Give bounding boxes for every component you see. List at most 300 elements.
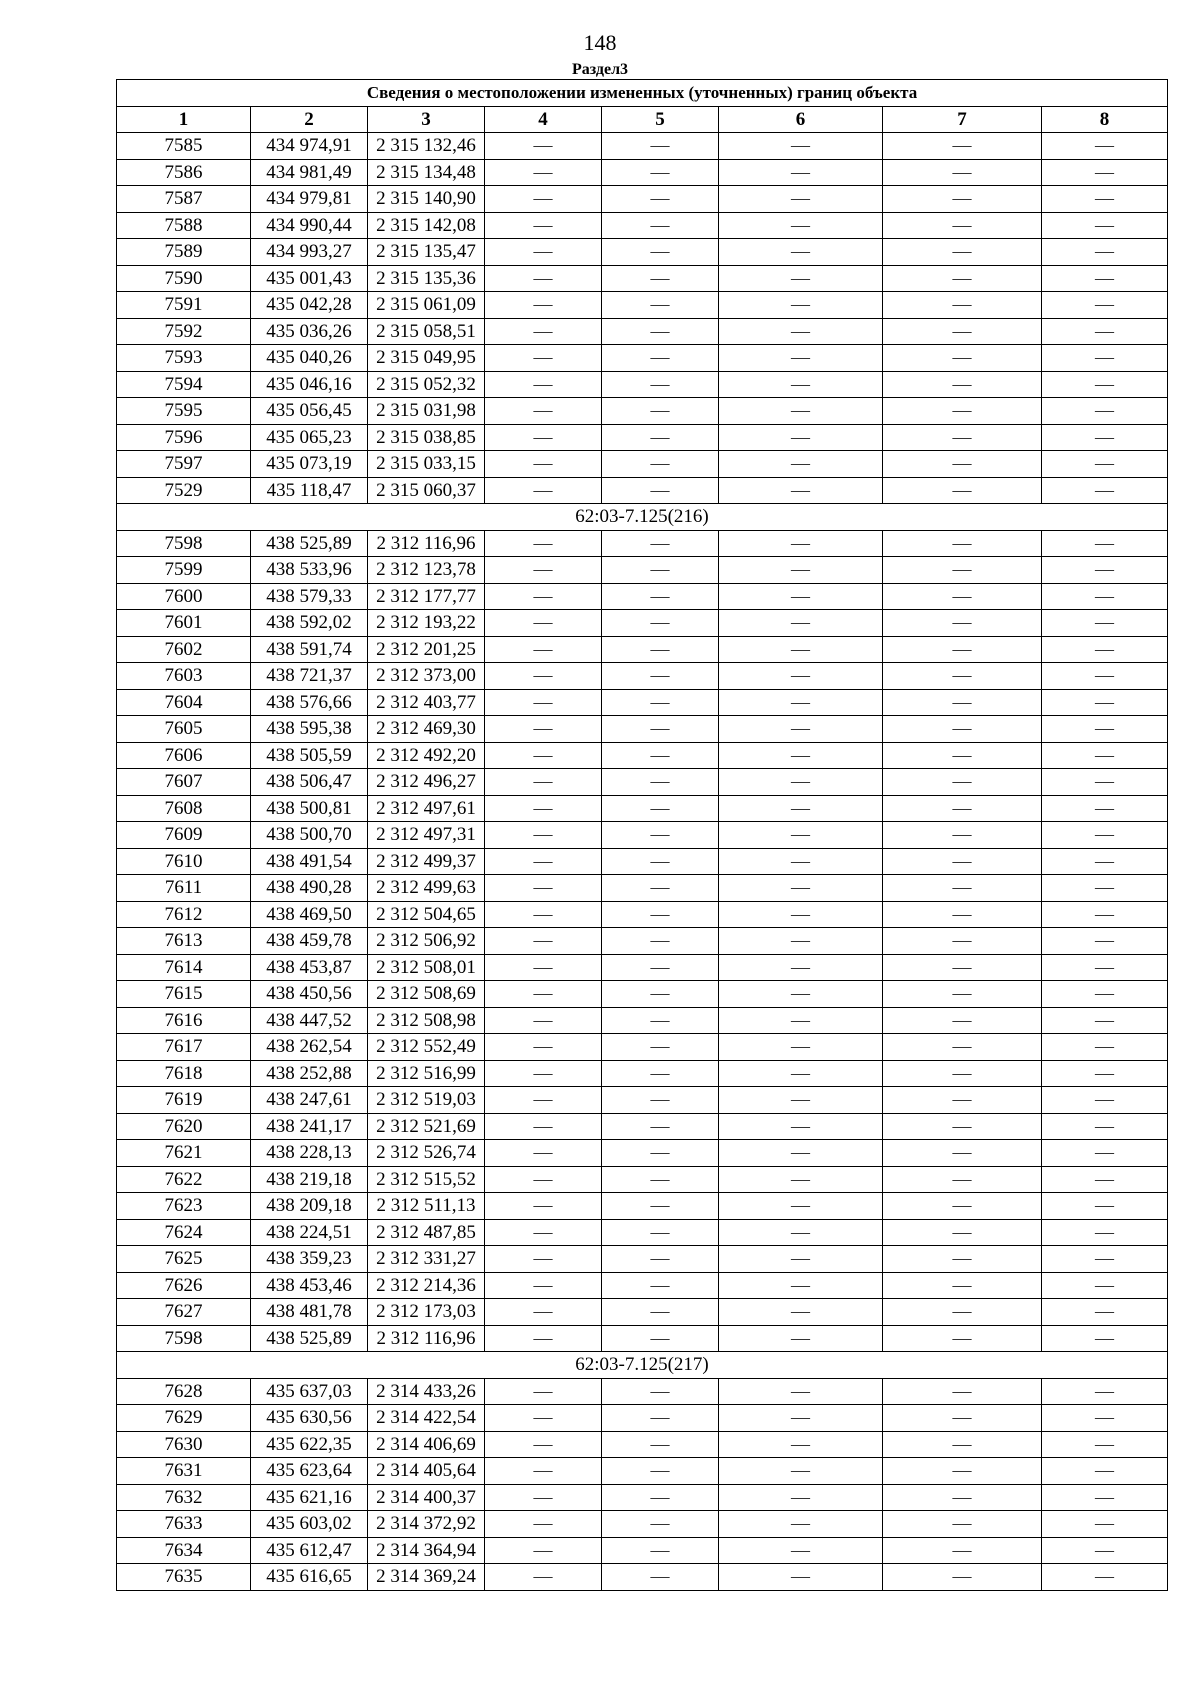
x-coordinate-cell: 435 616,65 — [251, 1564, 368, 1591]
y-coordinate-cell: 2 314 433,26 — [368, 1378, 485, 1405]
dash-cell: — — [602, 1060, 719, 1087]
dash-cell: — — [719, 610, 883, 637]
dash-cell: — — [485, 954, 602, 981]
dash-cell: — — [1042, 1007, 1168, 1034]
dash-cell: — — [719, 954, 883, 981]
dash-cell: — — [602, 583, 719, 610]
dash-cell: — — [883, 716, 1042, 743]
table-row — [117, 1007, 1168, 1034]
dash-cell: — — [485, 530, 602, 557]
dash-cell: — — [602, 451, 719, 478]
dash-cell: — — [1042, 424, 1168, 451]
table-row — [117, 159, 1168, 186]
dash-cell: — — [883, 186, 1042, 213]
dash-cell: — — [719, 822, 883, 849]
point-number-cell: 7621 — [117, 1140, 251, 1167]
group-row — [117, 1352, 1168, 1379]
x-coordinate-cell: 435 040,26 — [251, 345, 368, 372]
dash-cell: — — [1042, 398, 1168, 425]
dash-cell: — — [602, 1272, 719, 1299]
y-coordinate-cell: 2 312 173,03 — [368, 1299, 485, 1326]
dash-cell: — — [719, 239, 883, 266]
table-row — [117, 371, 1168, 398]
dash-cell: — — [719, 1537, 883, 1564]
point-number-cell: 7623 — [117, 1193, 251, 1220]
dash-cell: — — [602, 1564, 719, 1591]
dash-cell: — — [1042, 1511, 1168, 1538]
table-row — [117, 1511, 1168, 1538]
dash-cell: — — [719, 795, 883, 822]
dash-cell: — — [485, 1458, 602, 1485]
dash-cell: — — [883, 1325, 1042, 1352]
dash-cell: — — [1042, 451, 1168, 478]
x-coordinate-cell: 434 993,27 — [251, 239, 368, 266]
y-coordinate-cell: 2 314 405,64 — [368, 1458, 485, 1485]
group-label: 62:03-7.125(216) — [117, 504, 1168, 531]
dash-cell: — — [719, 1166, 883, 1193]
dash-cell: — — [719, 742, 883, 769]
table-body — [117, 133, 1168, 1591]
y-coordinate-cell: 2 312 487,85 — [368, 1219, 485, 1246]
dash-cell: — — [602, 1484, 719, 1511]
dash-cell: — — [883, 1511, 1042, 1538]
dash-cell: — — [602, 981, 719, 1008]
dash-cell: — — [602, 901, 719, 928]
x-coordinate-cell: 435 046,16 — [251, 371, 368, 398]
dash-cell: — — [883, 1193, 1042, 1220]
x-coordinate-cell: 438 491,54 — [251, 848, 368, 875]
y-coordinate-cell: 2 314 369,24 — [368, 1564, 485, 1591]
x-coordinate-cell: 438 228,13 — [251, 1140, 368, 1167]
x-coordinate-cell: 435 036,26 — [251, 318, 368, 345]
dash-cell: — — [883, 371, 1042, 398]
table-row — [117, 1034, 1168, 1061]
dash-cell: — — [1042, 610, 1168, 637]
dash-cell: — — [1042, 636, 1168, 663]
table-caption: Сведения о местоположении измененных (уточненных) границ объекта — [117, 80, 1168, 107]
point-number-cell: 7595 — [117, 398, 251, 425]
dash-cell: — — [719, 530, 883, 557]
dash-cell: — — [719, 557, 883, 584]
dash-cell: — — [1042, 1193, 1168, 1220]
dash-cell: — — [719, 345, 883, 372]
point-number-cell: 7624 — [117, 1219, 251, 1246]
point-number-cell: 7585 — [117, 133, 251, 160]
dash-cell: — — [485, 1219, 602, 1246]
dash-cell: — — [485, 1378, 602, 1405]
x-coordinate-cell: 438 500,81 — [251, 795, 368, 822]
x-coordinate-cell: 438 209,18 — [251, 1193, 368, 1220]
x-coordinate-cell: 438 592,02 — [251, 610, 368, 637]
dash-cell: — — [1042, 265, 1168, 292]
dash-cell: — — [719, 424, 883, 451]
dash-cell: — — [1042, 769, 1168, 796]
table-row — [117, 1140, 1168, 1167]
y-coordinate-cell: 2 312 116,96 — [368, 1325, 485, 1352]
dash-cell: — — [485, 424, 602, 451]
table-row — [117, 265, 1168, 292]
table-row — [117, 1272, 1168, 1299]
dash-cell: — — [1042, 981, 1168, 1008]
dash-cell: — — [485, 848, 602, 875]
table-row — [117, 318, 1168, 345]
group-label: 62:03-7.125(217) — [117, 1352, 1168, 1379]
x-coordinate-cell: 438 224,51 — [251, 1219, 368, 1246]
dash-cell: — — [883, 689, 1042, 716]
y-coordinate-cell: 2 312 499,63 — [368, 875, 485, 902]
point-number-cell: 7611 — [117, 875, 251, 902]
dash-cell: — — [1042, 1299, 1168, 1326]
dash-cell: — — [602, 610, 719, 637]
dash-cell: — — [1042, 1325, 1168, 1352]
dash-cell: — — [719, 583, 883, 610]
dash-cell: — — [602, 557, 719, 584]
point-number-cell: 7587 — [117, 186, 251, 213]
x-coordinate-cell: 435 622,35 — [251, 1431, 368, 1458]
point-number-cell: 7607 — [117, 769, 251, 796]
dash-cell: — — [485, 212, 602, 239]
dash-cell: — — [485, 928, 602, 955]
y-coordinate-cell: 2 312 511,13 — [368, 1193, 485, 1220]
point-number-cell: 7627 — [117, 1299, 251, 1326]
dash-cell: — — [1042, 583, 1168, 610]
x-coordinate-cell: 438 459,78 — [251, 928, 368, 955]
table-row — [117, 1564, 1168, 1591]
y-coordinate-cell: 2 312 177,77 — [368, 583, 485, 610]
table-row — [117, 954, 1168, 981]
dash-cell: — — [602, 159, 719, 186]
x-coordinate-cell: 435 065,23 — [251, 424, 368, 451]
dash-cell: — — [1042, 663, 1168, 690]
dash-cell: — — [485, 1166, 602, 1193]
dash-cell: — — [883, 318, 1042, 345]
dash-cell: — — [602, 1034, 719, 1061]
table-row — [117, 742, 1168, 769]
dash-cell: — — [602, 1193, 719, 1220]
dash-cell: — — [1042, 1060, 1168, 1087]
table-row — [117, 716, 1168, 743]
point-number-cell: 7600 — [117, 583, 251, 610]
point-number-cell: 7609 — [117, 822, 251, 849]
dash-cell: — — [485, 186, 602, 213]
dash-cell: — — [883, 742, 1042, 769]
dash-cell: — — [602, 292, 719, 319]
dash-cell: — — [602, 875, 719, 902]
dash-cell: — — [602, 848, 719, 875]
dash-cell: — — [719, 212, 883, 239]
table-row — [117, 345, 1168, 372]
dash-cell: — — [883, 1060, 1042, 1087]
point-number-cell: 7597 — [117, 451, 251, 478]
dash-cell: — — [719, 1272, 883, 1299]
column-header: 8 — [1042, 106, 1168, 133]
dash-cell: — — [485, 1193, 602, 1220]
dash-cell: — — [602, 424, 719, 451]
point-number-cell: 7618 — [117, 1060, 251, 1087]
table-row — [117, 1166, 1168, 1193]
dash-cell: — — [485, 1564, 602, 1591]
dash-cell: — — [719, 1458, 883, 1485]
x-coordinate-cell: 438 591,74 — [251, 636, 368, 663]
x-coordinate-cell: 438 481,78 — [251, 1299, 368, 1326]
y-coordinate-cell: 2 312 331,27 — [368, 1246, 485, 1273]
dash-cell: — — [883, 265, 1042, 292]
dash-cell: — — [1042, 1166, 1168, 1193]
point-number-cell: 7634 — [117, 1537, 251, 1564]
x-coordinate-cell: 438 576,66 — [251, 689, 368, 716]
y-coordinate-cell: 2 312 504,65 — [368, 901, 485, 928]
point-number-cell: 7598 — [117, 1325, 251, 1352]
dash-cell: — — [1042, 371, 1168, 398]
dash-cell: — — [485, 1060, 602, 1087]
y-coordinate-cell: 2 315 049,95 — [368, 345, 485, 372]
x-coordinate-cell: 438 579,33 — [251, 583, 368, 610]
dash-cell: — — [602, 1511, 719, 1538]
dash-cell: — — [485, 1537, 602, 1564]
dash-cell: — — [485, 583, 602, 610]
table-row — [117, 239, 1168, 266]
dash-cell: — — [1042, 928, 1168, 955]
point-number-cell: 7613 — [117, 928, 251, 955]
dash-cell: — — [602, 1166, 719, 1193]
dash-cell: — — [1042, 954, 1168, 981]
dash-cell: — — [602, 822, 719, 849]
dash-cell: — — [719, 636, 883, 663]
dash-cell: — — [1042, 1140, 1168, 1167]
dash-cell: — — [485, 477, 602, 504]
dash-cell: — — [485, 318, 602, 345]
y-coordinate-cell: 2 312 373,00 — [368, 663, 485, 690]
x-coordinate-cell: 434 974,91 — [251, 133, 368, 160]
dash-cell: — — [485, 1299, 602, 1326]
dash-cell: — — [883, 1087, 1042, 1114]
x-coordinate-cell: 435 621,16 — [251, 1484, 368, 1511]
y-coordinate-cell: 2 315 140,90 — [368, 186, 485, 213]
point-number-cell: 7610 — [117, 848, 251, 875]
y-coordinate-cell: 2 312 469,30 — [368, 716, 485, 743]
table-row — [117, 557, 1168, 584]
dash-cell: — — [1042, 875, 1168, 902]
x-coordinate-cell: 438 533,96 — [251, 557, 368, 584]
dash-cell: — — [883, 822, 1042, 849]
dash-cell: — — [602, 265, 719, 292]
table-row — [117, 1484, 1168, 1511]
point-number-cell: 7608 — [117, 795, 251, 822]
dash-cell: — — [602, 133, 719, 160]
dash-cell: — — [883, 345, 1042, 372]
dash-cell: — — [883, 1484, 1042, 1511]
table-row — [117, 1060, 1168, 1087]
x-coordinate-cell: 435 118,47 — [251, 477, 368, 504]
dash-cell: — — [485, 1140, 602, 1167]
x-coordinate-cell: 438 453,87 — [251, 954, 368, 981]
dash-cell: — — [719, 265, 883, 292]
dash-cell: — — [1042, 1564, 1168, 1591]
y-coordinate-cell: 2 312 403,77 — [368, 689, 485, 716]
dash-cell: — — [1042, 1458, 1168, 1485]
point-number-cell: 7619 — [117, 1087, 251, 1114]
x-coordinate-cell: 438 219,18 — [251, 1166, 368, 1193]
dash-cell: — — [485, 795, 602, 822]
point-number-cell: 7630 — [117, 1431, 251, 1458]
y-coordinate-cell: 2 314 364,94 — [368, 1537, 485, 1564]
dash-cell: — — [883, 1219, 1042, 1246]
x-coordinate-cell: 438 359,23 — [251, 1246, 368, 1273]
dash-cell: — — [883, 398, 1042, 425]
dash-cell: — — [485, 716, 602, 743]
column-header: 4 — [485, 106, 602, 133]
dash-cell: — — [485, 822, 602, 849]
dash-cell: — — [602, 928, 719, 955]
dash-cell: — — [485, 981, 602, 1008]
dash-cell: — — [602, 1537, 719, 1564]
point-number-cell: 7616 — [117, 1007, 251, 1034]
point-number-cell: 7588 — [117, 212, 251, 239]
dash-cell: — — [1042, 1378, 1168, 1405]
point-number-cell: 7606 — [117, 742, 251, 769]
dash-cell: — — [602, 212, 719, 239]
x-coordinate-cell: 438 525,89 — [251, 530, 368, 557]
dash-cell: — — [883, 1113, 1042, 1140]
y-coordinate-cell: 2 314 422,54 — [368, 1405, 485, 1432]
dash-cell: — — [883, 159, 1042, 186]
column-header: 5 — [602, 106, 719, 133]
dash-cell: — — [485, 1405, 602, 1432]
table-row — [117, 663, 1168, 690]
dash-cell: — — [1042, 901, 1168, 928]
table-row — [117, 133, 1168, 160]
dash-cell: — — [883, 1034, 1042, 1061]
dash-cell: — — [883, 1458, 1042, 1485]
y-coordinate-cell: 2 312 515,52 — [368, 1166, 485, 1193]
table-row — [117, 875, 1168, 902]
table-row — [117, 477, 1168, 504]
dash-cell: — — [1042, 1219, 1168, 1246]
point-number-cell: 7601 — [117, 610, 251, 637]
table-row — [117, 1458, 1168, 1485]
dash-cell: — — [883, 875, 1042, 902]
table-row — [117, 186, 1168, 213]
y-coordinate-cell: 2 315 061,09 — [368, 292, 485, 319]
dash-cell: — — [1042, 1405, 1168, 1432]
dash-cell: — — [1042, 1537, 1168, 1564]
dash-cell: — — [602, 689, 719, 716]
dash-cell: — — [719, 848, 883, 875]
dash-cell: — — [485, 1087, 602, 1114]
dash-cell: — — [719, 1193, 883, 1220]
dash-cell: — — [485, 1246, 602, 1273]
point-number-cell: 7620 — [117, 1113, 251, 1140]
dash-cell: — — [485, 769, 602, 796]
y-coordinate-cell: 2 315 033,15 — [368, 451, 485, 478]
x-coordinate-cell: 438 450,56 — [251, 981, 368, 1008]
dash-cell: — — [1042, 239, 1168, 266]
dash-cell: — — [883, 583, 1042, 610]
table-row — [117, 212, 1168, 239]
dash-cell: — — [719, 1325, 883, 1352]
y-coordinate-cell: 2 315 060,37 — [368, 477, 485, 504]
x-coordinate-cell: 438 252,88 — [251, 1060, 368, 1087]
dash-cell: — — [1042, 477, 1168, 504]
x-coordinate-cell: 435 637,03 — [251, 1378, 368, 1405]
dash-cell: — — [485, 345, 602, 372]
dash-cell: — — [719, 1113, 883, 1140]
dash-cell: — — [883, 981, 1042, 1008]
dash-cell: — — [1042, 345, 1168, 372]
y-coordinate-cell: 2 315 132,46 — [368, 133, 485, 160]
dash-cell: — — [602, 1140, 719, 1167]
dash-cell: — — [883, 1246, 1042, 1273]
point-number-cell: 7598 — [117, 530, 251, 557]
page-number: 148 — [583, 30, 617, 55]
x-coordinate-cell: 438 447,52 — [251, 1007, 368, 1034]
dash-cell: — — [883, 848, 1042, 875]
y-coordinate-cell: 2 315 134,48 — [368, 159, 485, 186]
dash-cell: — — [719, 1564, 883, 1591]
dash-cell: — — [883, 451, 1042, 478]
table-row — [117, 1246, 1168, 1273]
x-coordinate-cell: 435 603,02 — [251, 1511, 368, 1538]
y-coordinate-cell: 2 314 400,37 — [368, 1484, 485, 1511]
dash-cell: — — [1042, 530, 1168, 557]
dash-cell: — — [485, 1272, 602, 1299]
dash-cell: — — [485, 239, 602, 266]
dash-cell: — — [1042, 159, 1168, 186]
dash-cell: — — [1042, 557, 1168, 584]
dash-cell: — — [883, 795, 1042, 822]
dash-cell: — — [883, 530, 1042, 557]
dash-cell: — — [719, 159, 883, 186]
dash-cell: — — [883, 901, 1042, 928]
y-coordinate-cell: 2 312 508,01 — [368, 954, 485, 981]
dash-cell: — — [883, 1405, 1042, 1432]
dash-cell: — — [602, 636, 719, 663]
dash-cell: — — [883, 1272, 1042, 1299]
dash-cell: — — [602, 1219, 719, 1246]
dash-cell: — — [719, 928, 883, 955]
dash-cell: — — [485, 610, 602, 637]
point-number-cell: 7604 — [117, 689, 251, 716]
dash-cell: — — [883, 663, 1042, 690]
y-coordinate-cell: 2 315 135,47 — [368, 239, 485, 266]
dash-cell: — — [883, 424, 1042, 451]
y-coordinate-cell: 2 312 496,27 — [368, 769, 485, 796]
column-header: 6 — [719, 106, 883, 133]
table-row — [117, 1219, 1168, 1246]
dash-cell: — — [602, 663, 719, 690]
table-row — [117, 1193, 1168, 1220]
point-number-cell: 7626 — [117, 1272, 251, 1299]
dash-cell: — — [719, 398, 883, 425]
dash-cell: — — [485, 901, 602, 928]
table-row — [117, 636, 1168, 663]
x-coordinate-cell: 434 979,81 — [251, 186, 368, 213]
dash-cell: — — [719, 689, 883, 716]
x-coordinate-cell: 435 001,43 — [251, 265, 368, 292]
dash-cell: — — [719, 451, 883, 478]
group-row — [117, 504, 1168, 531]
dash-cell: — — [1042, 186, 1168, 213]
dash-cell: — — [485, 1007, 602, 1034]
dash-cell: — — [602, 398, 719, 425]
point-number-cell: 7593 — [117, 345, 251, 372]
dash-cell: — — [485, 398, 602, 425]
table-row — [117, 1405, 1168, 1432]
y-coordinate-cell: 2 315 038,85 — [368, 424, 485, 451]
dash-cell: — — [719, 1431, 883, 1458]
table-row — [117, 689, 1168, 716]
dash-cell: — — [1042, 716, 1168, 743]
